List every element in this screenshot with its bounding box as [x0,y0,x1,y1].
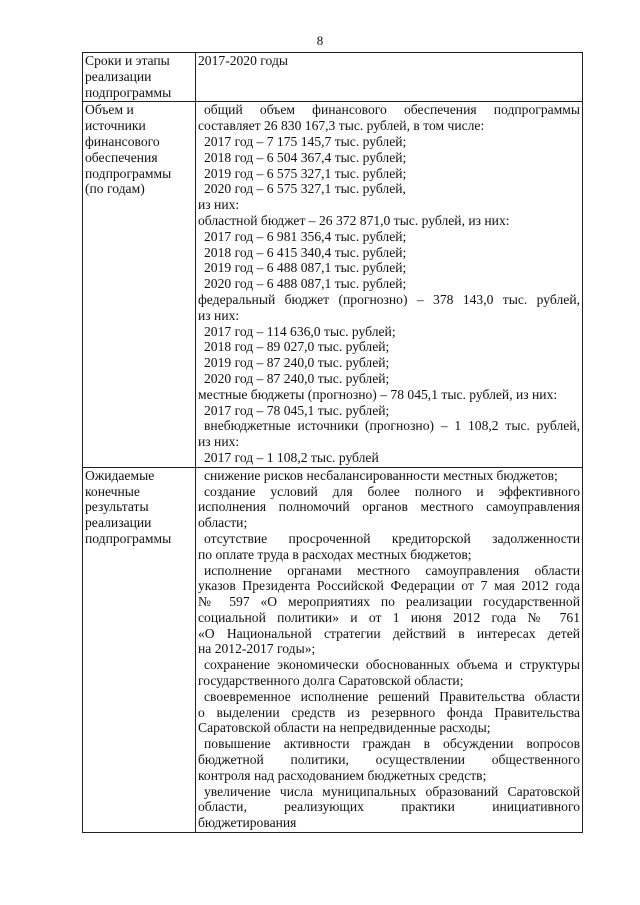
row-content-line: 2019 год – 6 575 327,1 тыс. рублей; [204,165,407,181]
row-label-line: (по годам) [85,181,145,197]
row-content-line: 2019 год – 87 240,0 тыс. рублей; [204,355,390,371]
row-content-line: 2017 год – 1 108,2 тыс. рублей [204,449,379,465]
row-content-line: 2020 год – 87 240,0 тыс. рублей; [204,370,390,386]
row-content-line: 2018 год – 6 415 340,4 тыс. рублей; [204,244,407,260]
row-content-line: внебюджетные источники (прогнозно) – 1 108,2 тыс. рублей, [204,418,580,434]
row-content-line: Саратовской области на непредвиденные расходы; [198,720,491,736]
row-label-cell [83,467,196,832]
row-content-line: 2018 год – 6 504 367,4 тыс. рублей; [204,149,407,165]
row-label-line: подпрограммы [85,530,172,546]
row-label-line: обеспечения [85,149,158,165]
row-label-cell [83,102,196,467]
row-label-line: реализации [85,515,152,531]
row-content-line: повышение активности граждан в обсуждении вопросов [204,736,580,752]
row-content-line: из них: [198,307,240,323]
row-label-line: Объем и [85,102,134,118]
row-content-line: сохранение экономически обоснованных объема и структуры [204,657,580,673]
row-content-line: государственного долга Саратовской области; [198,673,464,689]
row-label-line: Сроки и этапы [85,53,170,68]
row-label-line: финансового [85,133,160,149]
row-content-line: 2020 год – 6 575 327,1 тыс. рублей, [204,181,406,197]
row-label-line: источники [85,118,146,134]
row-content-line: своевременное исполнение решений Правительства области [204,688,580,704]
row-content-line: 2019 год – 6 488 087,1 тыс. рублей; [204,260,407,276]
row-content-line: контроля над расходованием бюджетных средств; [198,767,487,783]
row-label-line: конечные [85,483,140,499]
row-label-line: Ожидаемые [85,467,155,483]
row-content-cell [196,102,583,467]
table-row [83,53,583,102]
row-content-line: по оплате труда в расходах местных бюджетов; [198,546,472,562]
table-row [83,467,583,832]
row-content-line: области; [198,515,248,531]
row-label-line: подпрограммы [85,84,172,100]
row-content-line: № 597 «О мероприятиях по реализации государственной [198,594,580,610]
row-content-line: создание условий для более полного и эффективного [204,483,580,499]
row-content-cell [196,467,583,832]
row-label-line: подпрограммы [85,165,172,181]
row-content-line: 2017 год – 114 636,0 тыс. рублей; [204,323,396,339]
row-content-line: исполнения полномочий органов местного самоуправления [198,499,580,515]
table-row [83,102,583,467]
row-content-line: 2017 год – 78 045,1 тыс. рублей; [204,402,390,418]
row-content-line: 2020 год – 6 488 087,1 тыс. рублей; [204,276,407,292]
row-content-line: составляет 26 830 167,3 тыс. рублей, в том числе: [198,118,485,134]
row-content-line: области, реализующих практики инициативного бюджетирования [198,799,580,831]
row-content-line: о выделении средств из резервного фонда Правительства [198,704,580,720]
row-content-cell [196,53,583,102]
row-content-line: отсутствие просроченной кредиторской задолженности [204,530,580,546]
row-content-line: из них: [198,434,240,450]
row-content-line: 2017 год – 7 175 145,7 тыс. рублей; [204,133,407,149]
row-content-line: общий объем финансового обеспечения подпрограммы [204,102,580,118]
row-content-line: «О Национальной стратегии действий в интересах детей [198,625,580,641]
subprogram-passport-table [82,52,583,833]
row-content-line: местные бюджеты (прогнозно) – 78 045,1 тыс. рублей, из них: [198,386,558,402]
page-number: 8 [316,33,324,48]
row-label-line: реализации [85,68,152,84]
row-content-line: 2017 год – 6 981 356,4 тыс. рублей; [204,228,407,244]
row-content-line: указов Президента Российской Федерации от 7 мая 2012 года [198,578,580,594]
row-content-line: федеральный бюджет (прогнозно) – 378 143,0 тыс. рублей, [198,291,580,307]
row-content-line: из них: [198,197,240,213]
row-content-line: 2018 год – 89 027,0 тыс. рублей; [204,339,390,355]
row-content-line: на 2012-2017 годы»; [198,641,316,657]
row-content-line: исполнение органами местного самоуправления области [204,562,580,578]
row-content-line: 2017-2020 годы [198,53,288,68]
row-label-line: результаты [85,499,149,515]
row-content-line: увеличение числа муниципальных образований Саратовской [204,783,580,799]
row-content-line: социальной политики» и от 1 июня 2012 года № 761 [198,609,580,625]
row-content-line: бюджетной политики, осуществлении общественного [198,752,580,768]
row-label-cell [83,53,196,102]
row-content-line: областной бюджет – 26 372 871,0 тыс. рублей, из них: [198,212,510,228]
row-content-line: снижение рисков несбалансированности местных бюджетов; [204,467,558,483]
